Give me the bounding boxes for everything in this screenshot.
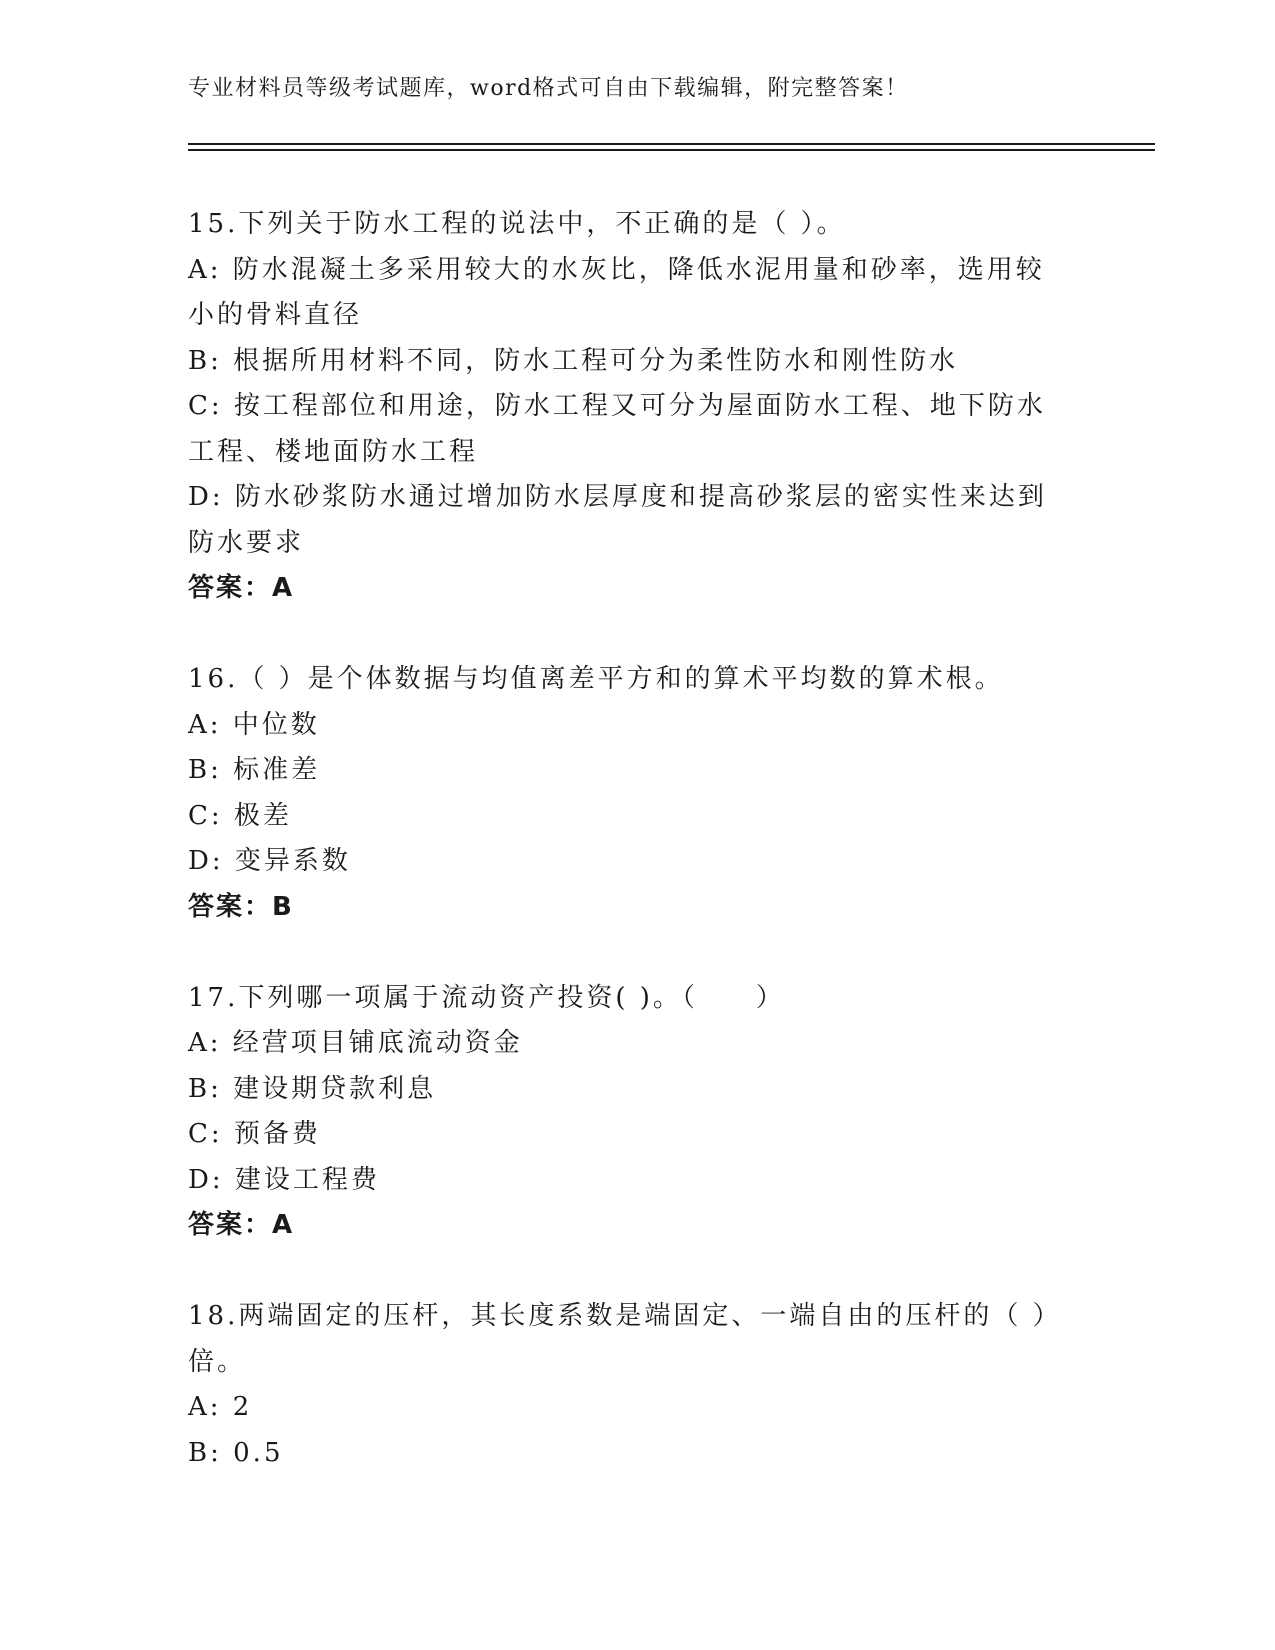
answer: 答案：B <box>188 891 294 922</box>
question-17 <box>188 976 1068 1249</box>
option-a: A: 防水混凝土多采用较大的水灰比，降低水泥用量和砂率，选用较小的骨料直径 <box>188 254 1045 330</box>
option-c: C: 按工程部位和用途，防水工程又可分为屋面防水工程、地下防水工程、楼地面防水工程 <box>188 391 1046 467</box>
answer: 答案：A <box>188 573 295 603</box>
question-list <box>188 202 1068 1476</box>
option-d: D: 防水砂浆防水通过增加防水层厚度和提高砂浆层的密实性来达到防水要求 <box>188 482 1047 558</box>
option-d: D: 变异系数 <box>188 846 351 876</box>
question-stem: 18.两端固定的压杆，其长度系数是端固定、一端自由的压杆的（ ）倍。 <box>188 1301 1062 1377</box>
header-divider <box>188 143 1155 151</box>
option-a: A: 经营项目铺底流动资金 <box>188 1028 523 1058</box>
question-stem: 15.下列关于防水工程的说法中，不正确的是（ ）。 <box>188 209 846 239</box>
question-15 <box>188 202 1068 612</box>
option-c: C: 极差 <box>188 800 292 831</box>
option-b: B: 标准差 <box>188 755 321 785</box>
question-stem: 17.下列哪一项属于流动资产投资( )。（ ） <box>188 982 785 1013</box>
option-a: A: 中位数 <box>188 709 320 740</box>
option-a: A: 2 <box>188 1392 253 1422</box>
question-18 <box>188 1294 1068 1476</box>
option-b: B: 建设期贷款利息 <box>188 1073 437 1104</box>
question-stem: 16.（ ）是个体数据与均值离差平方和的算术平均数的算术根。 <box>188 664 1004 694</box>
option-d: D: 建设工程费 <box>188 1164 380 1195</box>
page-header-text: 专业材料员等级考试题库，word格式可自由下载编辑，附完整答案！ <box>188 76 909 101</box>
option-b: B: 0.5 <box>188 1437 284 1468</box>
option-c: C: 预备费 <box>188 1119 321 1149</box>
question-16 <box>188 657 1068 930</box>
answer: 答案：A <box>188 1210 295 1240</box>
option-b: B: 根据所用材料不同，防水工程可分为柔性防水和刚性防水 <box>188 345 959 376</box>
